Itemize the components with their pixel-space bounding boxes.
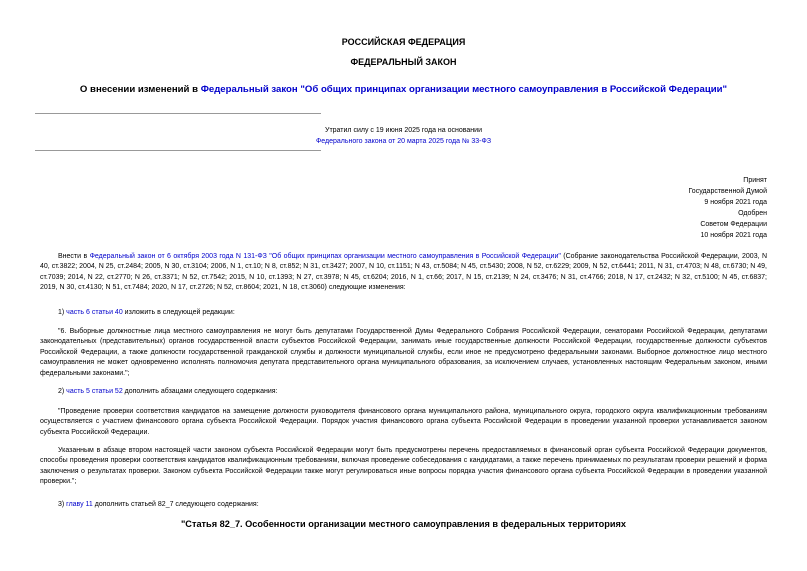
intro-prefix: Внести в bbox=[58, 253, 90, 260]
item-1-rest: изложить в следующей редакции: bbox=[122, 309, 235, 316]
article-title: "Статья 82_7. Особенности организации местного самоуправления в федеральных территориях bbox=[180, 519, 627, 529]
item-2-link[interactable]: часть 5 статьи 52 bbox=[66, 388, 123, 395]
item-3-num: 3) bbox=[58, 501, 67, 508]
divider-top bbox=[35, 113, 321, 114]
approved-label: Одобрен bbox=[738, 210, 767, 217]
country-heading: РОССИЙСКАЯ ФЕДЕРАЦИЯ bbox=[341, 37, 466, 47]
item-1-num: 1) bbox=[58, 309, 67, 316]
repeal-note bbox=[0, 125, 807, 147]
item-3-link[interactable]: главу 11 bbox=[66, 501, 93, 508]
item-1 bbox=[40, 308, 767, 318]
item-2-num: 2) bbox=[58, 388, 67, 395]
intro-paragraph bbox=[40, 252, 767, 294]
quote-1: "6. Выборные должностные лица местного самоуправления не могут быть депутатами Государственной Думы Федерального Собрания Российской Федерации, сенаторами Российской Федерации, депутатами законодательных (представительных) органов государственной власти субъектов Российской Федерации, занимать иные государственные должности Российской Федерации, государственные должности субъектов Российской Федерации, а также должности государственной гражданской службы и должности муниципальной службы, если иное не предусмотрено федеральными законами. Выборное должностное лицо местного самоуправления не может одновременно исполнять полномочия депутата представительного органа муниципального образования, за исключением случаев, установленных настоящим Федеральным законом, иными федеральными законами."; bbox=[40, 328, 767, 377]
accepted-by: Государственной Думой bbox=[688, 188, 767, 195]
intro-rest: (Собрание законодательства Российской Федерации, 2003, N 40, ст.3822; 2004, N 25, ст.2484; 2005, N 30, ст.3104; 2006, N 1, ст.10; N 8, ст.852; N 31, ст.3427; 2007, N 10, ст.1151; N 43, ст.5084; N 45, ст.5430; 2008, N 52, ст.6229; 2009, N 52, ст.6441; 2011, N 31, ст.4703; N 48, ст.6730; N 49, ст.7039; 2014, N 22, ст.2770; N 26, ст.3371; N 52, ст.7542; 2015, N 10, ст.1393; N 27, ст.3978; N 45, ст.6204; 2016, N 1, ст.66; 2017, N 15, ст.2139; N 24, ст.3476; N 31, ст.4766; 2018, N 17, ст.2432; N 32, ст.5100; N 45, ст.6837; 2019, N 30, ст.4130; N 51, ст.7484; 2020, N 17, ст.2726; N 52, ст.8604; 2021, N 18, ст.3060) следующие изменения: bbox=[40, 253, 768, 292]
repeal-note-link[interactable]: Федерального закона от 20 марта 2025 года № 33-ФЗ bbox=[315, 138, 492, 145]
item-3-rest: дополнить статьей 82_7 следующего содержания: bbox=[92, 501, 259, 508]
item-2-rest: дополнить абзацами следующего содержания: bbox=[122, 388, 278, 395]
item-2 bbox=[40, 387, 767, 397]
item-1-link[interactable]: часть 6 статьи 40 bbox=[66, 309, 123, 316]
repeal-note-text: Утратил силу с 19 июня 2025 года на основании bbox=[325, 127, 482, 134]
item-3 bbox=[40, 500, 767, 510]
acceptance-block bbox=[688, 175, 767, 241]
quote-3: Указанным в абзаце втором настоящей части законом субъекта Российской Федерации могут быть предусмотрены перечень предоставляемых в финансовый орган субъекта Российской Федерации документов, способы проведения проверки соответствия кандидатов квалификационным требованиям, включая проведение собеседования с кандидатами, а также перечень принимаемых по результатам проверки решений и форма заключения о результатах проверки. Законом субъекта Российской Федерации также могут регулироваться иные вопросы порядка участия финансового органа субъекта Российской Федерации в проведении указанной проверки."; bbox=[40, 447, 767, 486]
accepted-date: 9 ноября 2021 года bbox=[704, 199, 767, 206]
accepted-label: Принят bbox=[743, 177, 767, 184]
doc-type-heading: ФЕДЕРАЛЬНЫЙ ЗАКОН bbox=[350, 57, 457, 67]
approved-date: 10 ноября 2021 года bbox=[700, 232, 767, 239]
quote-2: "Проведение проверки соответствия кандидатов на замещение должности руководителя финансового органа муниципального района, муниципального округа, городского округа квалификационным требованиям осуществляется с участием финансового органа субъекта Российской Федерации. Порядок участия финансового органа субъекта Российской Федерации в проведении указанной проверки устанавливается законом субъекта Российской Федерации. bbox=[40, 408, 767, 436]
approved-by: Советом Федерации bbox=[700, 221, 767, 228]
intro-law-link[interactable]: Федеральный закон от 6 октября 2003 года N 131-ФЗ "Об общих принципах организации местного самоуправления в Российской Федерации" bbox=[89, 253, 561, 260]
law-title-link[interactable]: Федеральный закон "Об общих принципах организации местного самоуправления в Российской Федерации" bbox=[200, 84, 728, 95]
divider-bottom bbox=[35, 150, 321, 151]
law-title bbox=[40, 84, 767, 95]
law-title-prefix: О внесении изменений в bbox=[79, 84, 201, 95]
